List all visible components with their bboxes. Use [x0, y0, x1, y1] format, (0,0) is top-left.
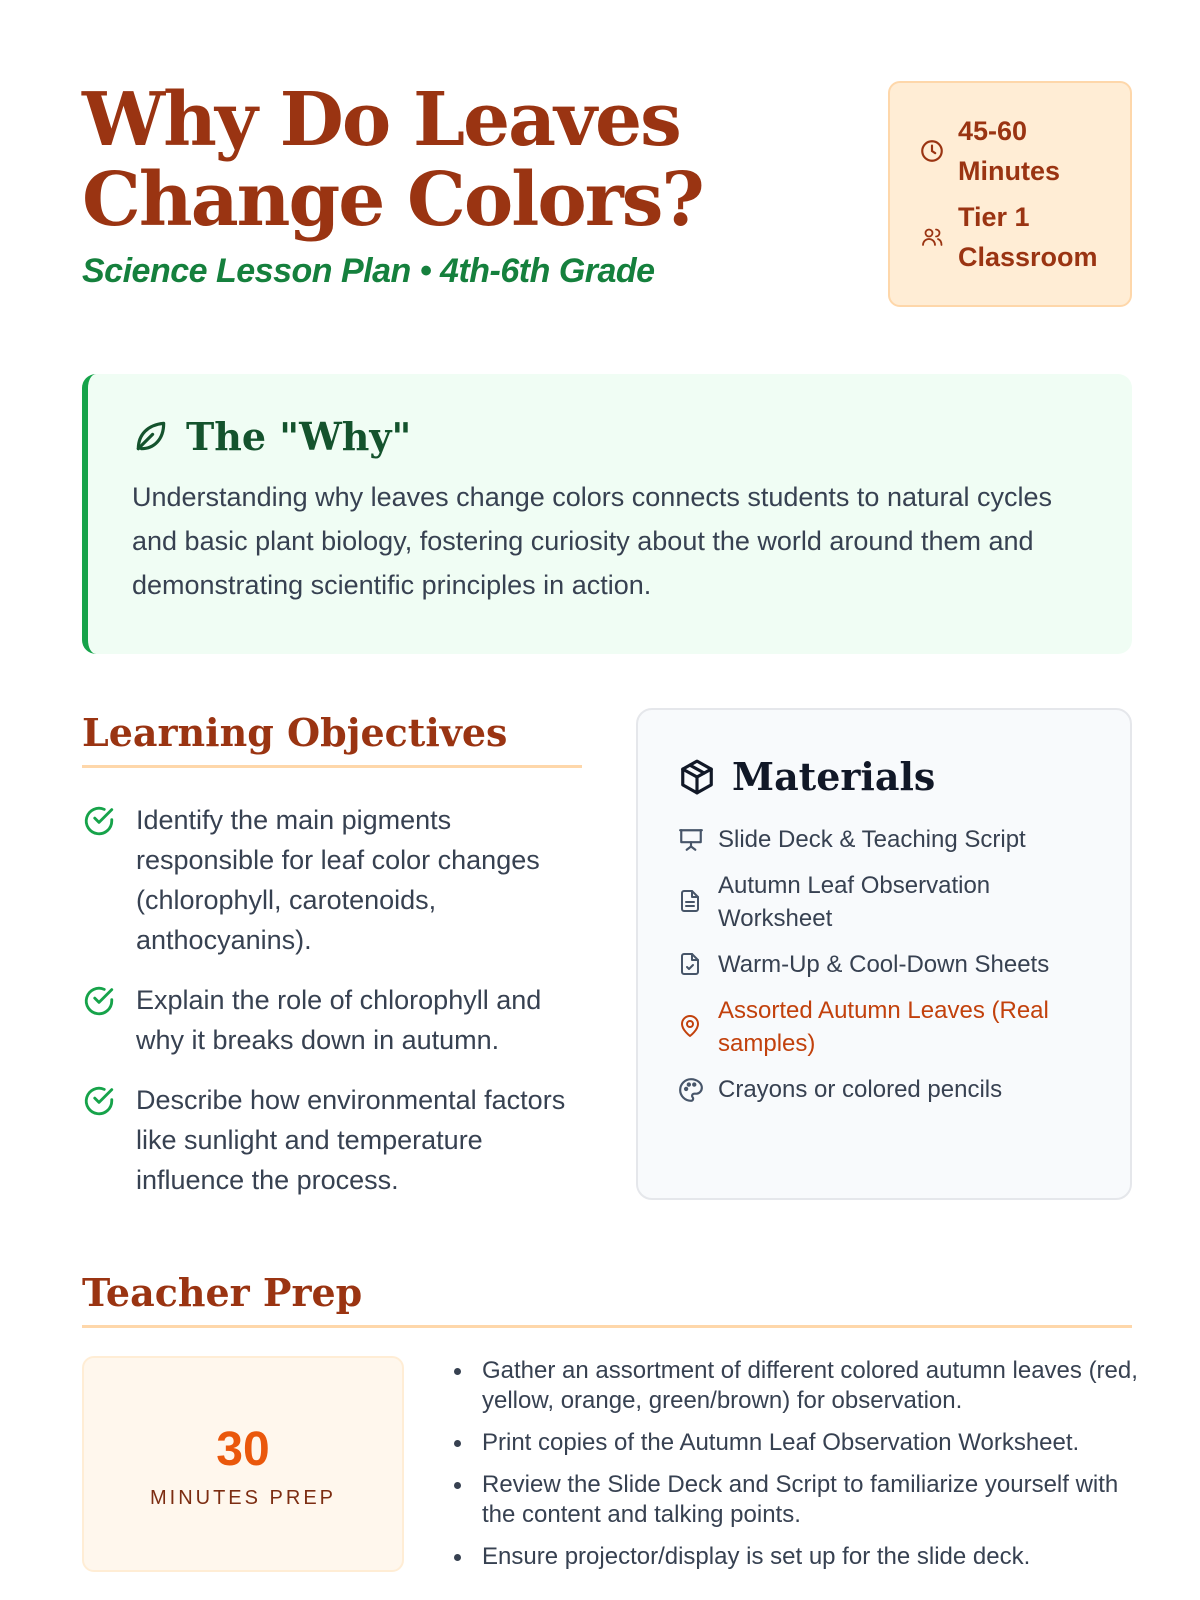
setting-place: Classroom [958, 242, 1098, 272]
map-pin-icon [678, 1014, 704, 1040]
lesson-meta-box [888, 81, 1132, 307]
list-item [678, 823, 1090, 856]
list-item [82, 980, 582, 1060]
objectives-list [82, 800, 582, 1200]
learning-objectives-title: Learning Objectives [82, 710, 582, 768]
title-line-1: Why Do Leaves [82, 77, 680, 163]
duration-row [918, 111, 1106, 191]
duration-unit: Minutes [958, 156, 1061, 186]
list-item [82, 800, 582, 960]
duration-value: 45-60 [958, 116, 1028, 146]
material-label: Warm-Up & Cool-Down Sheets [718, 951, 1050, 978]
prep-minutes-label: MINUTES PREP [149, 1487, 337, 1509]
list-item: Ensure projector/display is set up for the slide deck. [448, 1542, 1138, 1572]
check-circle-icon [82, 1084, 116, 1118]
objective-text: Explain the role of chlorophyll and why it breaks down in autumn. [136, 985, 542, 1055]
list-item [678, 948, 1090, 981]
materials-card [636, 708, 1132, 1200]
materials-title: Materials [732, 754, 936, 799]
learning-objectives-section [82, 710, 582, 1220]
material-label: Crayons or colored pencils [718, 1076, 1003, 1103]
page-header [82, 77, 782, 291]
document-icon [678, 889, 704, 915]
objective-text: Describe how environmental factors like sunlight and temperature influence the process. [136, 1085, 566, 1195]
why-text: Understanding why leaves change colors connects students to natural cycles and basic plant biology, fostering curiosity about the world around them and demonstrating scientific principles in action. [132, 482, 1053, 600]
setting-tier: Tier 1 [958, 202, 1030, 232]
materials-list [678, 823, 1090, 1106]
teacher-prep-body [82, 1356, 1138, 1576]
materials-heading [678, 754, 1090, 799]
why-heading [132, 414, 1092, 459]
why-section [82, 374, 1132, 654]
setting-row [918, 197, 1106, 277]
list-item: Print copies of the Autumn Leaf Observation Worksheet. [448, 1428, 1138, 1458]
why-title: The "Why" [186, 414, 412, 459]
checked-file-icon [678, 952, 704, 978]
check-circle-icon [82, 804, 116, 838]
material-label: Assorted Autumn Leaves (Real samples) [718, 997, 1049, 1057]
check-circle-icon [82, 984, 116, 1018]
material-label: Slide Deck & Teaching Script [718, 826, 1026, 853]
list-item: Gather an assortment of different colored autumn leaves (red, yellow, orange, green/brown) for observation. [448, 1356, 1138, 1416]
prep-tasks-list [448, 1356, 1138, 1584]
leaf-icon [132, 417, 172, 457]
package-icon [678, 758, 716, 796]
users-icon [918, 223, 946, 251]
clock-icon [918, 137, 946, 165]
teacher-prep-title: Teacher Prep [82, 1270, 1132, 1328]
list-item [678, 1073, 1090, 1106]
objective-text: Identify the main pigments responsible for leaf color changes (chlorophyll, carotenoids, anthocyanins). [136, 805, 540, 955]
list-item: Review the Slide Deck and Script to familiarize yourself with the content and talking points. [448, 1470, 1138, 1530]
page-title [82, 77, 782, 243]
palette-icon [678, 1077, 704, 1103]
teacher-prep-section [82, 1270, 1138, 1576]
presentation-icon [678, 827, 704, 853]
title-line-2: Change Colors? [82, 157, 703, 243]
page-subtitle: Science Lesson Plan • 4th-6th Grade [82, 252, 655, 290]
list-item [678, 869, 1090, 935]
list-item [678, 994, 1090, 1060]
prep-minutes: 30 [216, 1423, 270, 1476]
prep-time-box [82, 1356, 404, 1572]
material-label: Autumn Leaf Observation Worksheet [718, 872, 991, 932]
list-item [82, 1080, 582, 1200]
